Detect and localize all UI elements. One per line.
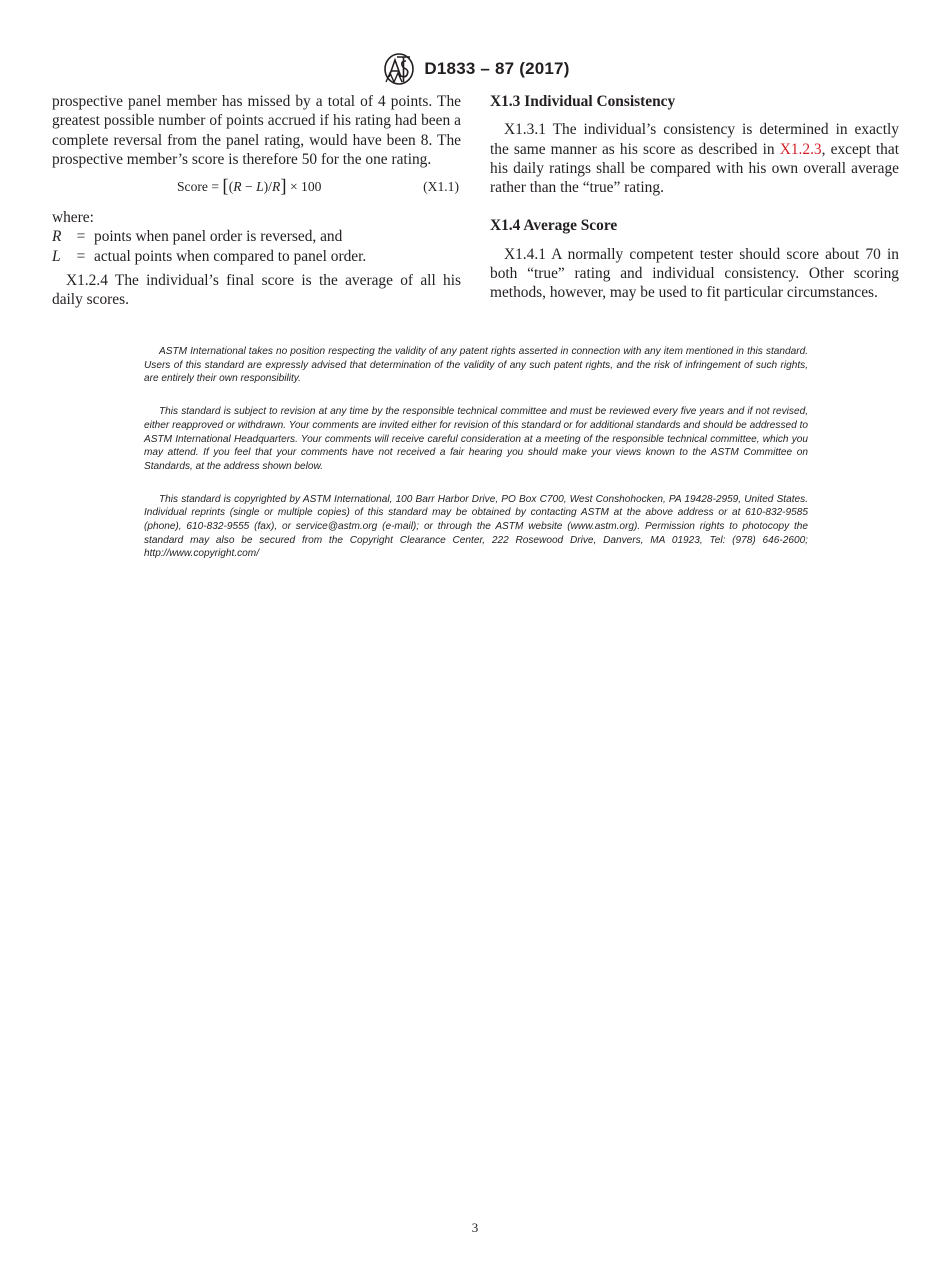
paragraph-x1-3-1 [490, 120, 899, 197]
document-designation: D1833 – 87 (2017) [424, 59, 570, 78]
definition-equals: = [76, 228, 86, 246]
reference-link-x1-2-3[interactable]: X1.2.3 [779, 140, 822, 158]
equation-var-r: R [233, 179, 242, 195]
equation-minus: − [241, 179, 257, 195]
definition-symbol: R [52, 228, 62, 246]
definition-r [52, 227, 461, 246]
right-column [490, 92, 899, 303]
astm-logo-icon [380, 52, 418, 86]
definition-text: points when panel order is reversed, and [94, 228, 343, 246]
paragraph-continuation: prospective panel member has missed by a total of 4 points. The greatest possible number of points accrued if his rating had been a complete reversal from the panel rating, would have been 8. The prospective member’s score is therefore 50 for the one rating. [52, 93, 461, 168]
equation-var-l: L [256, 179, 264, 195]
equation-slash: / [268, 179, 272, 195]
notice-patent: ASTM International takes no position respecting the validity of any patent rights asserted in connection with any item mentioned in this standard. Users of this standard are expressly advised that determination of the validity of any such patent rights, and the risk of infringement of such rights, are entirely their own responsibility. [144, 346, 808, 385]
section-heading-x1-3: X1.3 Individual Consistency [490, 93, 676, 110]
definition-text: actual points when compared to panel order. [94, 247, 367, 265]
section-heading-x1-4: X1.4 Average Score [490, 217, 618, 235]
equation-number: (X1.1) [423, 179, 459, 195]
equation-paren-close: ) [263, 179, 269, 195]
legal-notices [144, 345, 808, 580]
paragraph-x1-4-1: X1.4.1 A normally competent tester should score about 70 in both “true” rating and individual consistency. Other scoring methods, however, may be used to fit particular circumstances. [490, 245, 899, 302]
equation-paren-open: ( [228, 179, 234, 195]
where-label: where: [52, 209, 94, 227]
equation-var-r-denominator: R [271, 179, 281, 195]
equation-lhs: Score = [177, 179, 223, 195]
paragraph-x1-3-1-start: X1.3.1 The individual’s consistency is determined in exactly the same manner as his score as described in [490, 121, 899, 158]
definition-symbol: L [52, 247, 61, 265]
definition-equals: = [76, 247, 86, 265]
paragraph-x1-3-1-end: , except that his daily ratings shall be compared with his own overall average rather than the “true” rating. [490, 140, 899, 197]
equation-bracket-close: ] [280, 176, 287, 198]
equation-expression [177, 176, 321, 198]
left-column [52, 92, 461, 310]
page-header [0, 52, 950, 86]
page-number: 3 [471, 1220, 479, 1235]
notice-copyright: This standard is copyrighted by ASTM International, 100 Barr Harbor Drive, PO Box C700, West Conshohocken, PA 19428-2959, United States. Individual reprints (single or multiple copies) of this standard may be obtained by contacting ASTM at the above address or at 610-832-9585 (phone), 610-832-9555 (fax), or service@astm.org (e-mail); or through the ASTM website (www.astm.org). Permission rights to photocopy the standard may also be secured from the Copyright Clearance Center, 222 Rosewood Drive, Danvers, MA 01923, Tel: (978) 646-2600; http://www.copyright.com/ [144, 493, 808, 560]
notice-revision: This standard is subject to revision at any time by the responsible technical committee and must be reviewed every five years and if not revised, either reapproved or withdrawn. Your comments are invited either for revision of this standard or for additional standards and should be addressed to ASTM International Headquarters. Your comments will receive careful consideration at a meeting of the responsible technical committee, which you may attend. If you feel that your comments have not received a fair hearing you should make your views known to the ASTM Committee on Standards, at the address shown below. [144, 406, 808, 472]
definition-l [52, 247, 461, 266]
equation-bracket-open: [ [222, 176, 229, 198]
equation-x1-1 [52, 176, 461, 198]
paragraph-x1-2-4: X1.2.4 The individual’s final score is the average of all his daily scores. [52, 272, 461, 309]
equation-times: × 100 [286, 179, 322, 195]
